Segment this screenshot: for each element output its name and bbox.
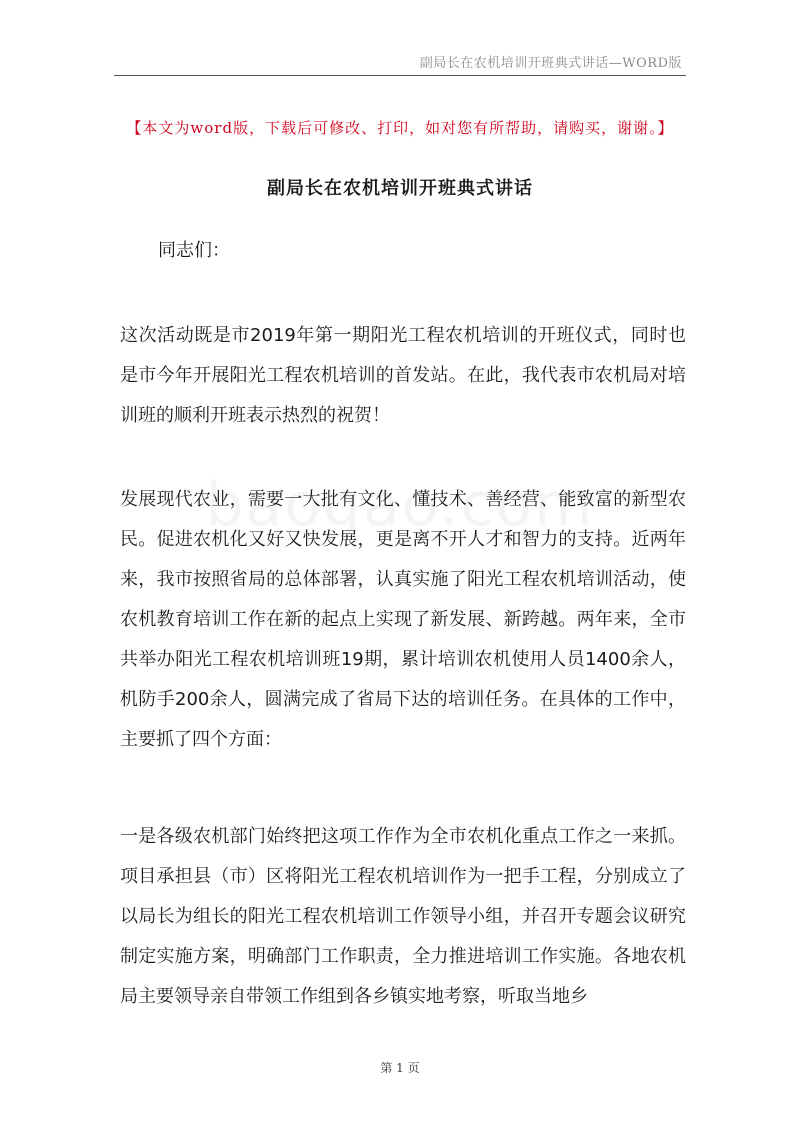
header-divider [114,75,686,76]
paragraph-2: 发展现代农业，需要一大批有文化、懂技术、善经营、能致富的新型农民。促进农机化又好又快发展，更是离不开人才和智力的支持。近两年来，我市按照省局的总体部署，认真实施了阳光工程农机培训活动，使农机教育培训工作在新的起点上实现了新发展、新跨越。两年来，全市共举办阳光工程农机培训班19期，累计培训农机使用人员1400余人，机防手200余人，圆满完成了省局下达的培训任务。在具体的工作中，主要抓了四个方面： [120,489,686,750]
header-doc-label: 副局长在农机培训开班典式讲话—WORD版 [419,56,682,71]
purchase-notice: 【本文为word版，下载后可修改、打印，如对您有所帮助，请购买，谢谢。】 [126,119,674,137]
paragraph-1: 这次活动既是市2019年第一期阳光工程农机培训的开班仪式，同时也是市今年开展阳光工程农机培训的首发站。在此，我代表市农机局对培训班的顺利开班表示热烈的祝贺！ [120,325,686,426]
page-title: 副局长在农机培训开班典式讲话 [267,178,533,199]
paragraph-3: 一是各级农机部门始终把这项工作作为全市农机化重点工作之一来抓。项目承担县（市）区将阳光工程农机培训作为一把手工程，分别成立了以局长为组长的阳光工程农机培训工作领导小组，并召开专题会议研究制定实施方案，明确部门工作职责，全力推进培训工作实施。各地农机局主要领导亲自带领工作组到各乡镇实地考察，听取当地乡 [120,826,686,1007]
page-number: 第 1 页 [380,1061,420,1075]
greeting: 同志们： [158,240,230,261]
